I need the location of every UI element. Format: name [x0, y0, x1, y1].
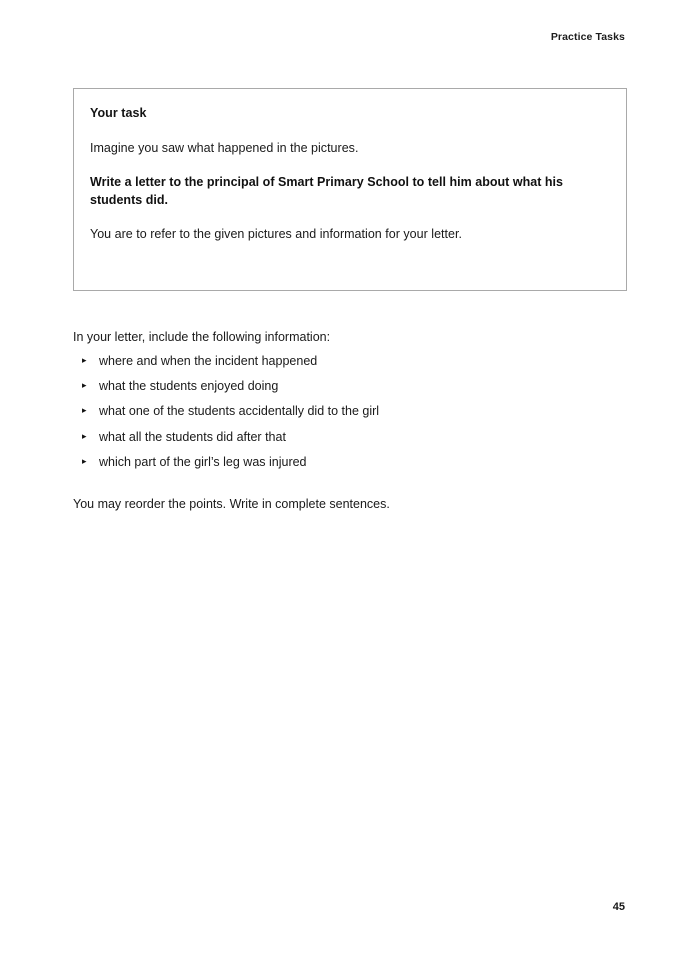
list-item — [73, 377, 627, 395]
task-box — [73, 88, 627, 291]
list-item-label: which part of the girl’s leg was injured — [99, 454, 307, 469]
closing-note-text: You may reorder the points. Write in complete sentences. — [73, 496, 390, 511]
instructions-section — [73, 328, 627, 513]
instructions-intro-text: In your letter, include the following information: — [73, 330, 331, 344]
list-item — [73, 402, 627, 420]
list-item-label: what one of the students accidentally did to the girl — [99, 404, 380, 419]
task-instruction-line-1: Imagine you saw what happened in the pictures. — [90, 140, 359, 155]
triangle-bullet-icon: ▸ — [82, 405, 87, 416]
page-number: 45 — [612, 900, 625, 913]
task-box-heading: Your task — [90, 106, 147, 120]
triangle-bullet-icon: ▸ — [82, 455, 87, 466]
list-item-label: what the students enjoyed doing — [99, 379, 279, 394]
list-item — [73, 453, 627, 471]
list-item — [73, 352, 627, 370]
list-item-label: where and when the incident happened — [99, 354, 318, 369]
triangle-bullet-icon: ▸ — [82, 380, 87, 391]
running-header-title: Practice Tasks — [550, 31, 625, 43]
task-instruction-line-2: Write a letter to the principal of Smart Primary School to tell him about what his students did. — [90, 174, 564, 207]
list-item — [73, 428, 627, 446]
triangle-bullet-icon: ▸ — [82, 430, 87, 441]
task-instruction-line-3: You are to refer to the given pictures and information for your letter. — [90, 227, 463, 241]
triangle-bullet-icon: ▸ — [82, 355, 87, 366]
instructions-bullet-list — [73, 352, 627, 471]
list-item-label: what all the students did after that — [99, 429, 286, 444]
